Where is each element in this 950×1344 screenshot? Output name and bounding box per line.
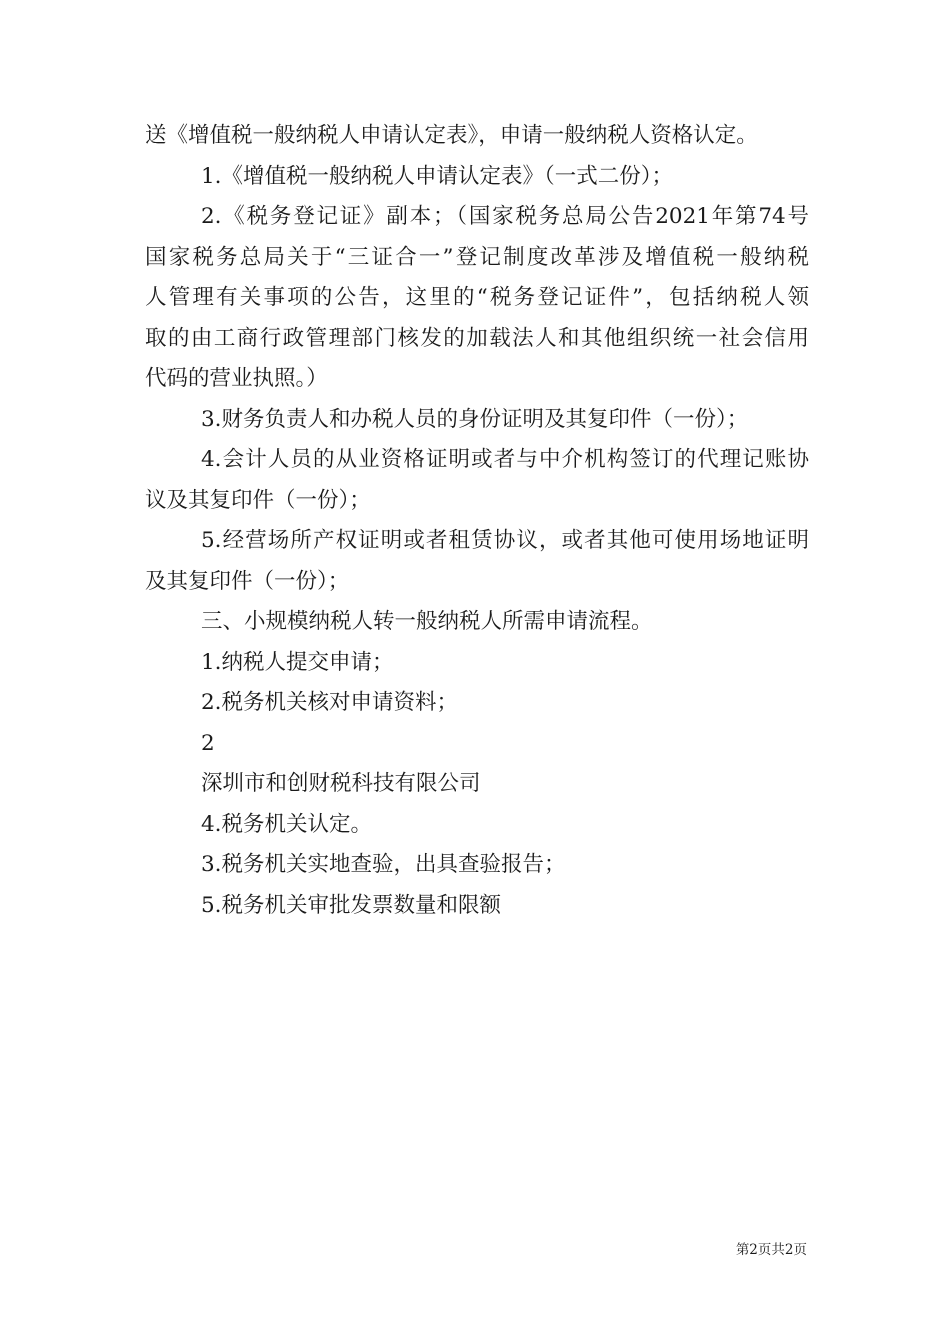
- text-line-14: 1.纳税人提交申请；: [201, 649, 394, 675]
- text-line-15: 2.税务机关核对申请资料；: [201, 690, 459, 715]
- page-number-inline: 2: [201, 730, 215, 756]
- text-line-9: 4.会计人员的从业资格证明或者与中介机构签订的代理记账协: [201, 447, 809, 472]
- text-line-8: 3.财务负责人和办税人员的身份证明及其复印件（一份）；: [201, 406, 749, 432]
- text-line-19: 3.税务机关实地查验，出具查验报告；: [201, 852, 566, 877]
- text-line-18: 4.税务机关认定。: [201, 811, 373, 837]
- text-line-6: 取的由工商行政管理部门核发的加载法人和其他组织统一社会信用: [145, 325, 809, 351]
- text-line-4: 国家税务总局关于“三证合一”登记制度改革涉及增值税一般纳税: [145, 244, 809, 270]
- text-line-12: 及其复印件（一份）；: [145, 568, 350, 594]
- text-line-5: 人管理有关事项的公告，这里的“税务登记证件”，包括纳税人领: [145, 285, 809, 310]
- page-footer: 第2页共2页: [735, 1242, 807, 1258]
- text-line-11: 5.经营场所产权证明或者租赁协议，或者其他可使用场地证明: [201, 528, 809, 553]
- text-line-3: 2.《税务登记证》副本；（国家税务总局公告2021年第74号: [201, 204, 809, 229]
- section-heading: 三、小规模纳税人转一般纳税人所需申请流程。: [201, 609, 653, 634]
- text-line-2: 1.《增值税一般纳税人申请认定表》（一式二份）；: [201, 163, 674, 189]
- text-line-7: 代码的营业执照。）: [145, 366, 328, 391]
- company-name: 深圳市和创财税科技有限公司: [201, 771, 481, 796]
- text-line-10: 议及其复印件（一份）；: [145, 487, 371, 513]
- document-body: [145, 116, 809, 926]
- text-line-1: 送《增值税一般纳税人申请认定表》，申请一般纳税人资格认定。: [145, 123, 758, 148]
- text-line-20: 5.税务机关审批发票数量和限额: [201, 892, 502, 918]
